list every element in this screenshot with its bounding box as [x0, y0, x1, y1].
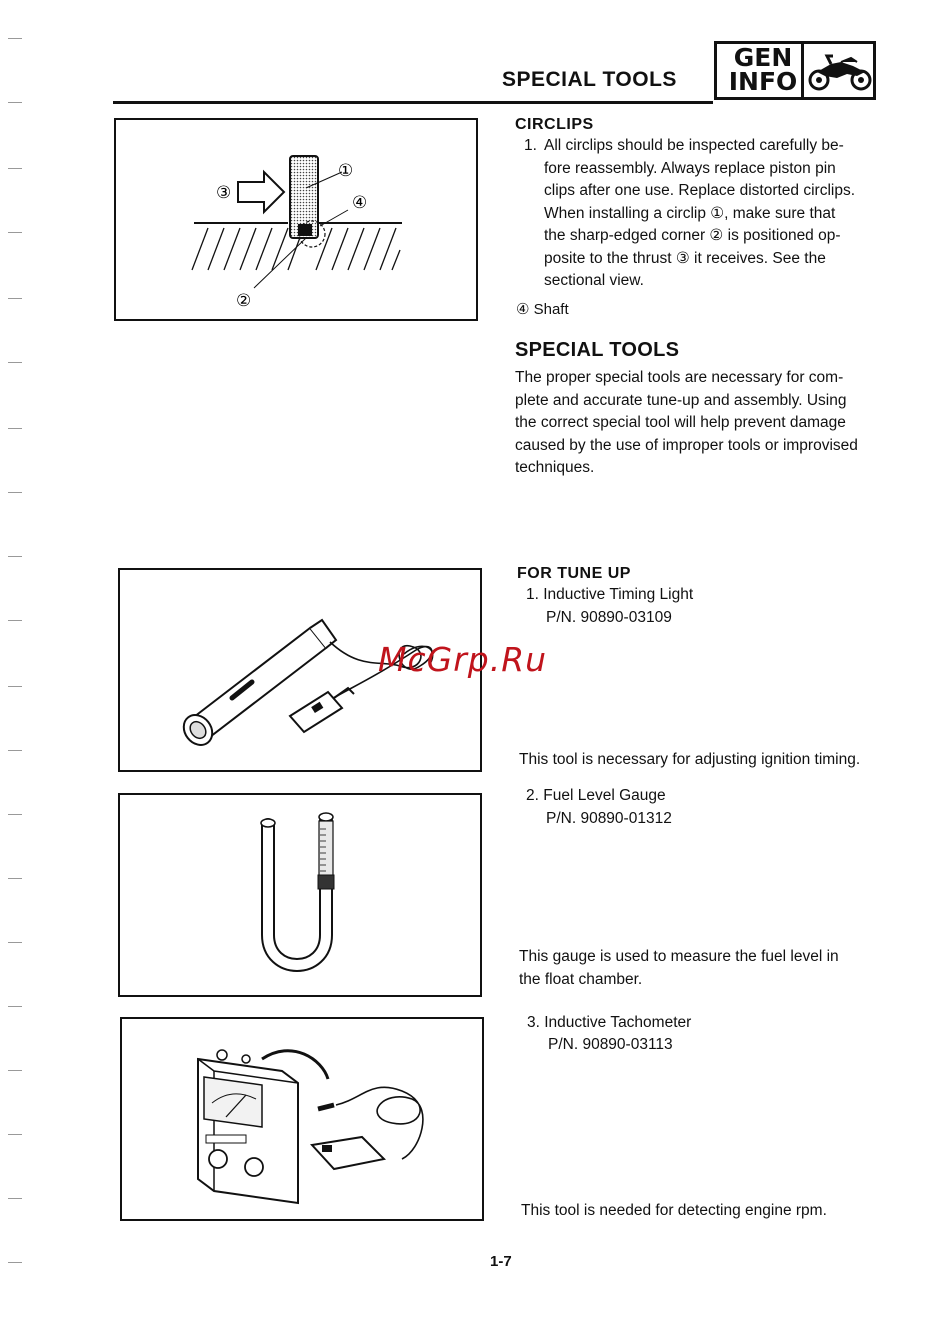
special-tools-line: The proper special tools are necessary for com-: [515, 369, 844, 386]
circlip-item-number: 1.: [524, 137, 537, 154]
circlips-line: posite to the thrust ③ it receives. See the: [544, 249, 826, 267]
special-tools-line: caused by the use of improper tools or improvised: [515, 436, 858, 454]
page-number: 1-7: [490, 1253, 512, 1270]
circlips-line: When installing a circlip ①, make sure that: [544, 204, 836, 222]
label-1: ①: [338, 161, 354, 181]
tool-2-number: 2.: [526, 787, 539, 804]
tachometer-illustration: [122, 1019, 482, 1219]
badge-line1: GEN: [733, 43, 793, 72]
tachometer-figure: [120, 1017, 484, 1221]
circlips-line: the sharp-edged corner ② is positioned op-: [544, 227, 841, 244]
gen-info-badge: [714, 41, 876, 100]
circlips-body: [544, 135, 884, 293]
shaft-note: ④ Shaft: [516, 301, 569, 318]
tool-3-number: 3.: [527, 1014, 540, 1031]
header-rule: [113, 101, 713, 104]
circlips-line: clips after one use. Replace distorted circlips.: [544, 182, 856, 199]
motorcycle-icon: [807, 50, 873, 94]
tool-2-title: [526, 785, 666, 808]
tool-3-title: [527, 1012, 691, 1035]
label-3: ③: [216, 183, 232, 203]
fuel-gauge-illustration: [120, 795, 480, 995]
tool-1-title: [526, 584, 693, 607]
badge-text: [723, 43, 803, 96]
tool-2-desc-line: This gauge is used to measure the fuel level in: [519, 948, 839, 965]
tune-up-heading: FOR TUNE UP: [517, 565, 631, 582]
tool-1-name: Inductive Timing Light: [543, 586, 694, 603]
circlip-diagram: [116, 120, 476, 319]
fuel-gauge-figure: [118, 793, 482, 997]
tool-1-number: 1.: [526, 586, 539, 603]
circlips-heading: CIRCLIPS: [515, 116, 594, 133]
watermark: McGrp.Ru: [378, 640, 548, 679]
page-header-title: SPECIAL TOOLS: [502, 68, 677, 91]
tool-2-pn: P/N. 90890-01312: [546, 810, 672, 827]
tool-3-name: Inductive Tachometer: [544, 1014, 692, 1031]
tool-3-pn: P/N. 90890-03113: [548, 1036, 673, 1053]
special-tools-body: [515, 367, 895, 480]
circlip-figure: [114, 118, 478, 321]
tool-2-desc: [519, 946, 889, 991]
circlips-line: fore reassembly. Always replace piston pin: [544, 159, 836, 177]
circlips-line: sectional view.: [544, 272, 644, 289]
badge-line2: INFO: [728, 67, 798, 96]
special-tools-line: plete and accurate tune-up and assembly. Using: [515, 391, 847, 409]
special-tools-line: the correct special tool will help prevent damage: [515, 414, 846, 431]
badge-divider: [801, 44, 804, 97]
label-2: ②: [236, 291, 252, 311]
tool-1-desc: This tool is necessary for adjusting ignition timing.: [519, 751, 861, 768]
label-4: ④: [352, 193, 368, 213]
tool-1-pn: P/N. 90890-03109: [546, 609, 672, 626]
circlips-line: All circlips should be inspected carefully be-: [544, 137, 844, 154]
tool-2-desc-line: the float chamber.: [519, 970, 643, 988]
special-tools-heading: SPECIAL TOOLS: [515, 339, 680, 361]
tool-3-desc: This tool is needed for detecting engine rpm.: [521, 1202, 827, 1219]
special-tools-line: techniques.: [515, 459, 595, 476]
tool-2-name: Fuel Level Gauge: [543, 787, 666, 804]
